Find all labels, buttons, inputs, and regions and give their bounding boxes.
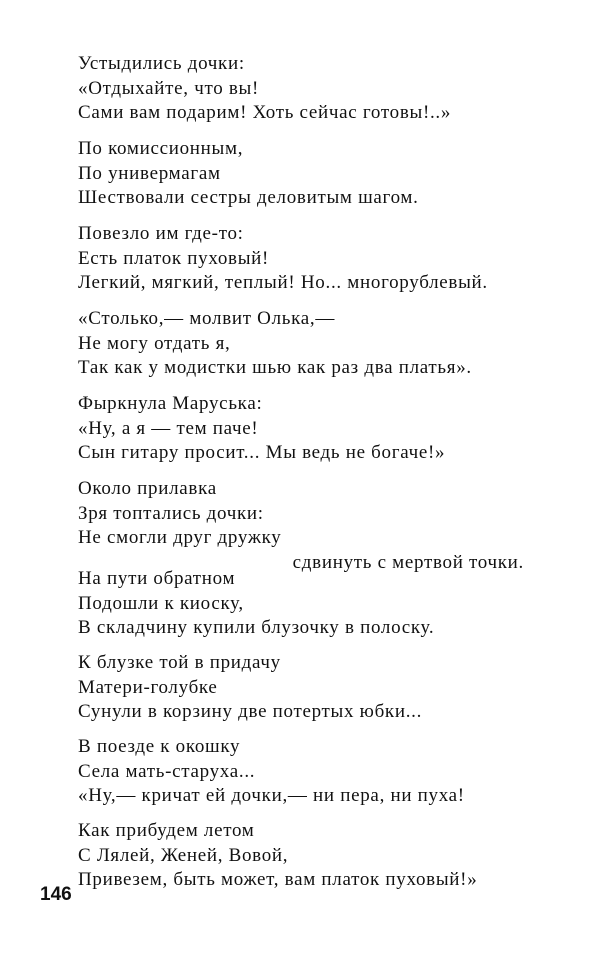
verse-line: Фыркнула Маруська: <box>78 393 263 414</box>
verse-line: «Отдыхайте, что вы! <box>78 77 260 99</box>
verse-line: «Столько,— молвит Олька,— <box>78 308 336 329</box>
stanza <box>78 477 538 575</box>
verse-line: Села мать-старуха... <box>78 760 256 782</box>
stanza <box>78 392 538 466</box>
verse-line: В поезде к окошку <box>78 736 241 757</box>
verse-line: Легкий, мягкий, теплый! Но... многорублевый. <box>78 272 488 293</box>
verse-line: Шествовали сестры деловитым шагом. <box>78 187 419 208</box>
stanza <box>78 52 538 126</box>
stanza <box>78 222 538 296</box>
verse-line: Не могу отдать я, <box>78 332 231 354</box>
stanza <box>78 735 538 809</box>
verse-line: В складчину купили блузочку в полоску. <box>78 617 435 638</box>
verse-line: Подошли к киоску, <box>78 592 244 614</box>
verse-line: Около прилавка <box>78 478 217 499</box>
verse-line: Устыдились дочки: <box>78 53 245 74</box>
verse-line: Сами вам подарим! Хоть сейчас готовы!..» <box>78 102 452 123</box>
verse-line: Сунули в корзину две потертых юбки... <box>78 701 423 722</box>
verse-line: Повезло им где-то: <box>78 223 244 244</box>
verse-line: Зря топтались дочки: <box>78 502 264 524</box>
verse-line: По универмагам <box>78 162 221 184</box>
verse-line: К блузке той в придачу <box>78 652 281 673</box>
verse-line: Так как у модистки шью как раз два платья». <box>78 357 472 378</box>
verse-line: Привезем, быть может, вам платок пуховый!» <box>78 869 478 890</box>
verse-line: Сын гитару просит... Мы ведь не богаче!» <box>78 442 446 463</box>
verse-line: С Лялей, Женей, Вовой, <box>78 844 289 866</box>
verse-line: По комиссионным, <box>78 138 244 159</box>
verse-line: «Ну,— кричат ей дочки,— ни пера, ни пуха! <box>78 785 465 806</box>
stanza <box>78 651 538 725</box>
stanza <box>78 567 538 641</box>
stanza <box>78 819 538 893</box>
stanza <box>78 307 538 381</box>
page-number: 146 <box>40 884 72 905</box>
verse-line: Есть платок пуховый! <box>78 247 270 269</box>
verse-line: На пути обратном <box>78 568 236 589</box>
verse-line: Не смогли друг дружку <box>78 527 282 548</box>
verse-line: Матери-голубке <box>78 676 218 698</box>
verse-line: сдвинуть с мертвой точки. <box>292 551 524 573</box>
verse-line: Как прибудем летом <box>78 820 255 841</box>
verse-line: «Ну, а я — тем паче! <box>78 417 259 439</box>
stanza <box>78 137 538 211</box>
